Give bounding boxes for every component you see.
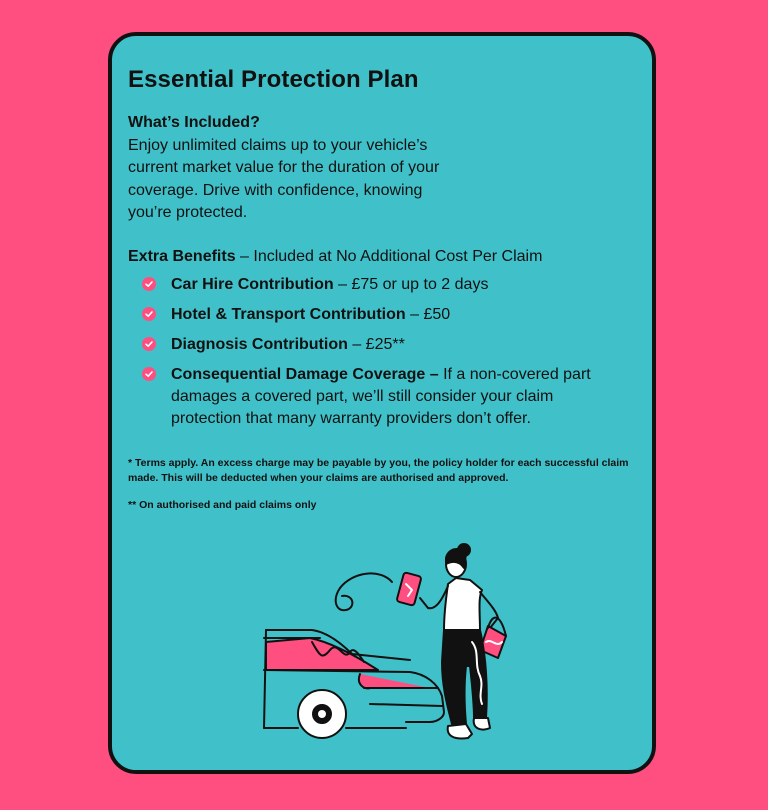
check-circle-icon [142,277,156,291]
benefit-item [142,364,622,430]
extra-benefits-label: Extra Benefits [128,248,236,265]
benefits-list [142,274,622,438]
benefit-label: Diagnosis Contribution [171,336,348,353]
benefit-label: Consequential Damage Coverage – [171,366,439,383]
plan-title: Essential Protection Plan [128,66,419,93]
check-circle-icon [142,337,156,351]
benefit-detail: – £75 or up to 2 days [333,276,489,293]
protection-plan-card [108,32,656,774]
benefit-detail: – £50 [405,306,451,323]
check-circle-icon [142,367,156,381]
terms-note: * Terms apply. An excess charge may be payable by you, the policy holder for each successful claim made. This will be deducted when your claims are authorised and approved. [128,457,629,484]
included-heading: What’s Included? [128,114,260,131]
included-text: Enjoy unlimited claims up to your vehicle’s current market value for the duration of your coverage. Drive with confidence, knowing you’re protected. [128,136,440,221]
extra-benefits-heading [128,246,648,268]
woman-with-phone-and-car-illustration [260,538,520,748]
paid-claims-note: ** On authorised and paid claims only [128,499,317,511]
benefit-item [142,274,622,296]
extra-benefits-subtext: – Included at No Additional Cost Per Claim [235,248,543,265]
check-circle-icon [142,307,156,321]
benefit-item [142,304,622,326]
benefit-label: Car Hire Contribution [171,276,334,293]
benefit-detail: If a non-covered part damages a covered part, we’ll still consider your claim protection that many warranty providers don’t offer. [171,366,591,427]
benefit-item [142,334,622,356]
benefit-detail: – £25** [347,336,405,353]
benefit-label: Hotel & Transport Contribution [171,306,406,323]
included-section [128,112,458,225]
